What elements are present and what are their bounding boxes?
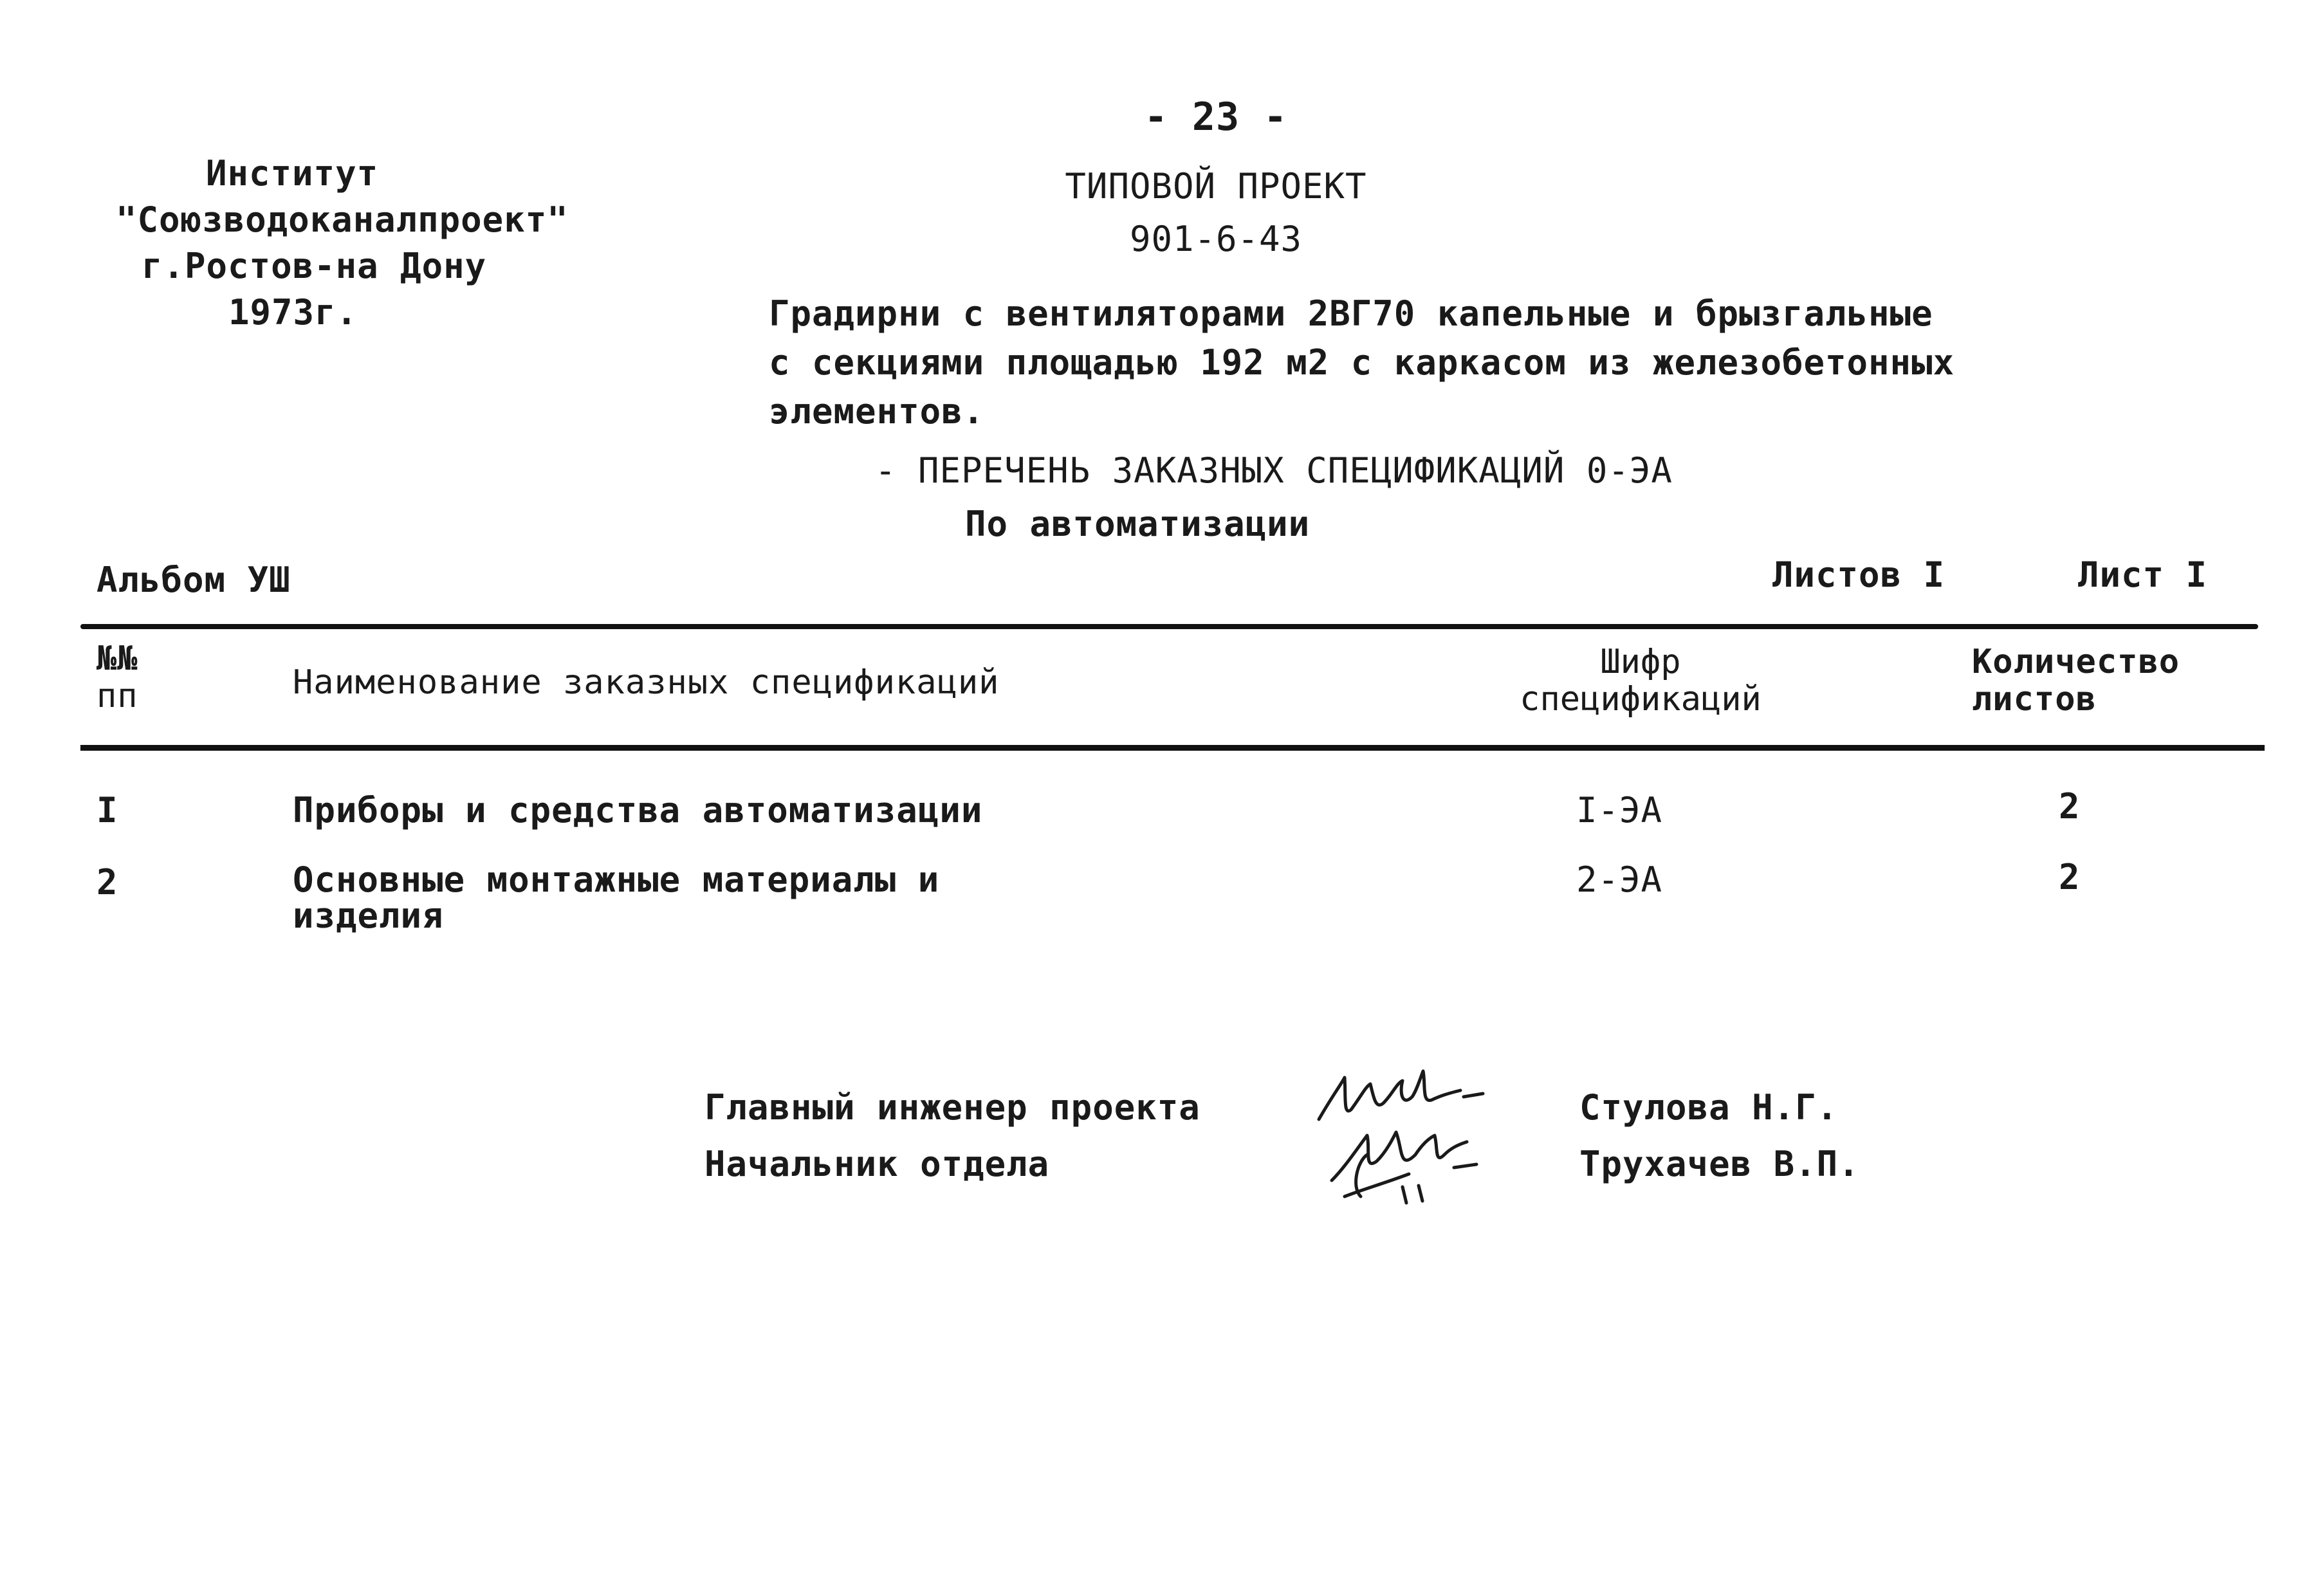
table-row-2-quantity: 2 [2059, 857, 2081, 897]
column-header-number-line-1: №№ [97, 639, 138, 678]
signature-role-chief-engineer: Главный инженер проекта [704, 1087, 1200, 1128]
column-header-code-line-1: Шифр [1600, 643, 1681, 681]
project-type: ТИПОВОЙ ПРОЕКТ [1065, 166, 1367, 206]
table-row-1-code: I-ЭА [1576, 790, 1663, 830]
column-header-name: Наименование заказных спецификаций [293, 663, 1000, 702]
column-header-quantity-line-1: Количество [1972, 643, 2180, 681]
handwritten-signature-image [1306, 1058, 1499, 1219]
table-top-rule [80, 624, 2258, 629]
list-subtitle: По автоматизации [965, 504, 1311, 544]
table-row-1-name: Приборы и средства автоматизации [293, 790, 983, 830]
album-label: Альбом УШ [97, 560, 291, 600]
institute-block [116, 153, 569, 333]
page-number: - 23 - [1144, 95, 1288, 140]
column-header-number [97, 640, 138, 715]
column-header-code [1480, 643, 1801, 718]
table-row-1-quantity: 2 [2059, 786, 2081, 827]
list-title: - ПЕРЕЧЕНЬ ЗАКАЗНЫХ СПЕЦИФИКАЦИЙ 0-ЭА [875, 450, 1673, 491]
column-header-number-line-2: пп [97, 677, 138, 715]
institute-name: "Союзводоканалпроект" [116, 199, 569, 240]
project-number: 901-6-43 [1129, 219, 1303, 259]
institute-city: г.Ростов-на Дону [142, 246, 487, 286]
signature-name-department-head: Трухачев В.П. [1579, 1144, 1860, 1184]
table-row-2-name-line-2: изделия [293, 895, 444, 936]
project-description [769, 289, 1955, 436]
sheets-count: Листов I [1772, 555, 1945, 595]
column-header-code-line-2: спецификаций [1520, 680, 1761, 719]
institute-label: Институт [206, 153, 379, 194]
signature-role-department-head: Начальник отдела [704, 1144, 1050, 1184]
table-row-2-name-line-1: Основные монтажные материалы и [293, 859, 940, 900]
project-description-line-1: Градирни с вентиляторами 2ВГ70 капельные и брызгальные [769, 293, 1933, 334]
column-header-quantity [1972, 643, 2180, 718]
project-description-line-3: элементов. [769, 391, 985, 432]
project-description-line-2: с секциями площадью 192 м2 с каркасом из железобетонных [769, 342, 1955, 383]
column-header-quantity-line-2: листов [1972, 680, 2097, 719]
table-row-2-name [293, 859, 940, 936]
table-row-2-code: 2-ЭА [1576, 859, 1663, 900]
table-header-rule [80, 745, 2265, 751]
table-row-1-number: I [97, 790, 118, 830]
table-row-2-number: 2 [97, 862, 118, 903]
sheet-number: Лист I [2078, 555, 2208, 595]
institute-year: 1973г. [228, 292, 358, 333]
signature-name-chief-engineer: Стулова Н.Г. [1579, 1087, 1839, 1128]
